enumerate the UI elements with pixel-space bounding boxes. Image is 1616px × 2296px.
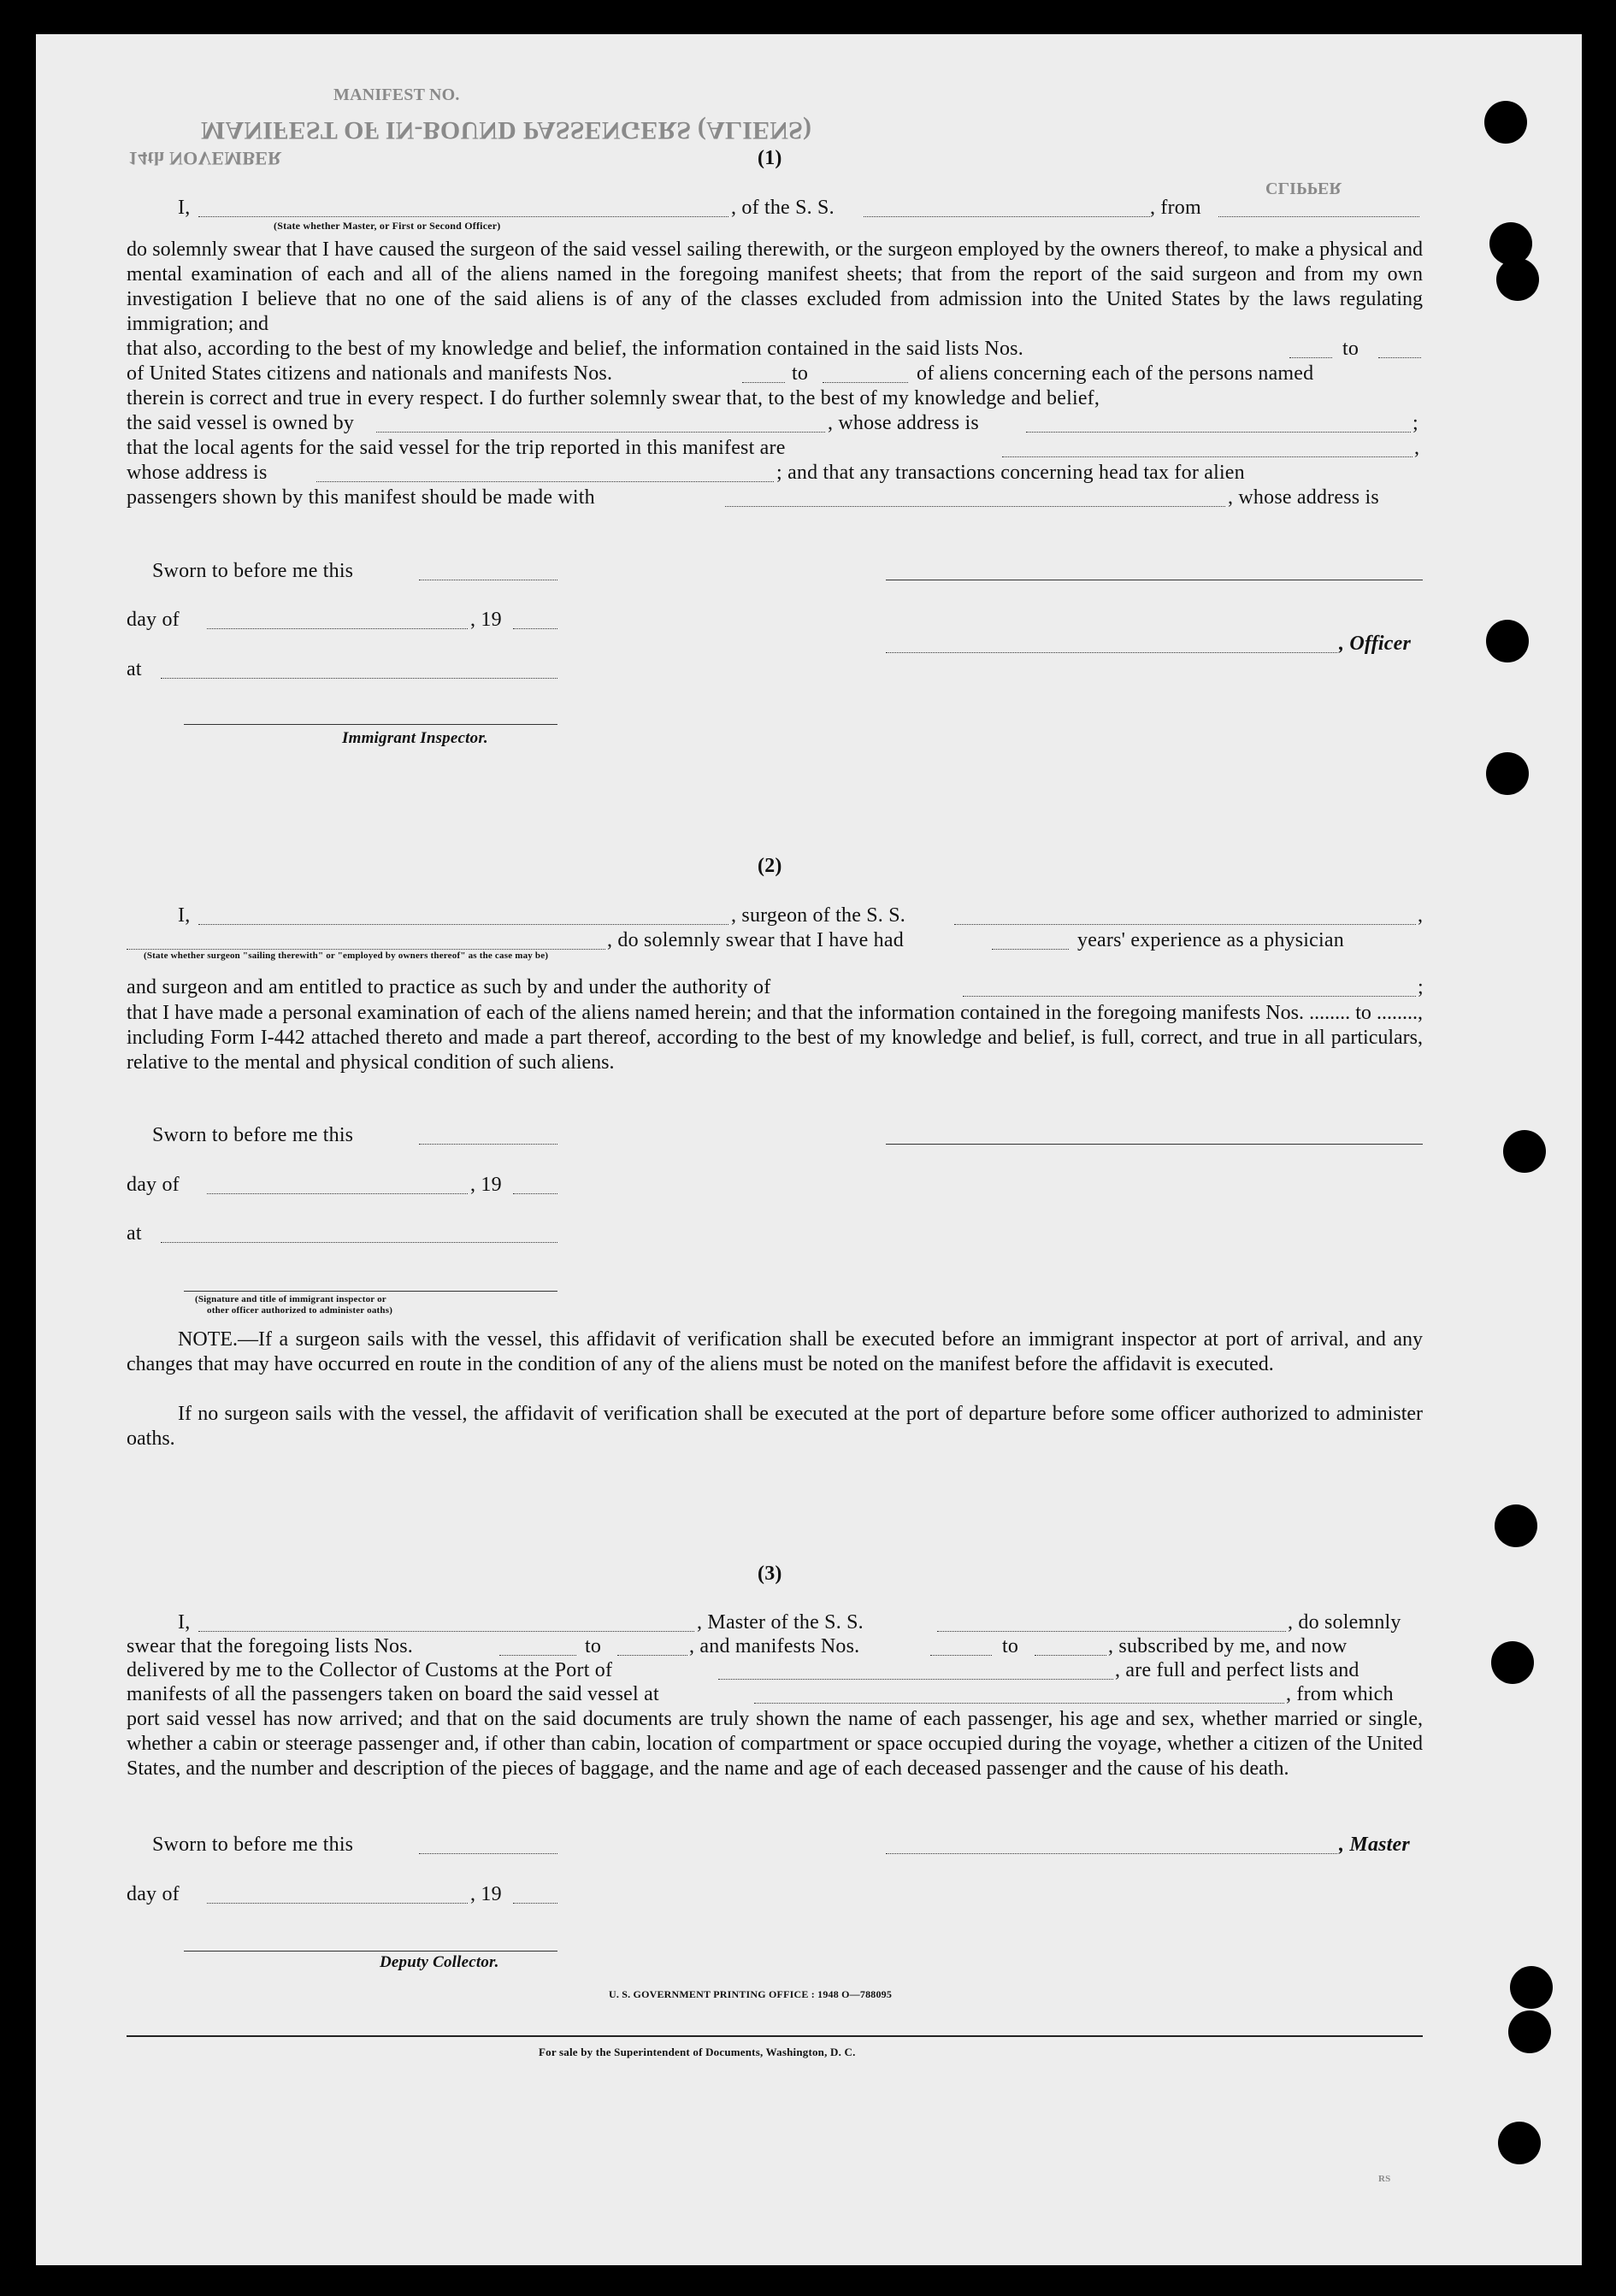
s1-officer-title-line[interactable] [886,652,1337,653]
s1-list-from[interactable] [1289,357,1332,358]
s2-note-2: If no surgeon sails with the vessel, the affidavit of verification shall be executed at the port of departure before some officer authorized to administer oaths. [127,1403,1423,1450]
s2-l1end: ; [1418,976,1424,998]
punch-hole [1486,620,1529,662]
s3-l3a: manifests of all the passengers taken on board the said vessel at [127,1683,659,1705]
s1-l3: therein is correct and true in every respect. I do further solemnly swear that, to the best of my knowledge and belief, [127,387,1100,409]
s2-year-field[interactable] [513,1193,557,1194]
punch-hole [1495,1504,1537,1547]
s1-l4b: , whose address is [828,412,979,434]
punch-hole [1496,258,1539,301]
footer-rule [127,2035,1423,2037]
s1-l1b: to [1342,338,1359,360]
punch-hole [1510,1966,1553,2009]
s1-l1a: that also, according to the best of my knowledge and belief, the information contained in the said lists Nos. [127,338,1023,360]
s2-sig-note-2: other officer authorized to administer oaths) [207,1305,393,1316]
s2-sworn: Sworn to before me this [152,1124,354,1146]
s1-of-ss: , of the S. S. [731,197,835,219]
s1-body: do solemnly swear that I have caused the surgeon of the said vessel sailing therewith, or the surgeon employed by the owners thereof, to make a physical and mental examination of each and all of the aliens named in the foregoing manifest sheets; that from the report of the said surgeon and from my own investigation I believe that no one of the said aliens is of any of the classes excluded from admission into the United States by the laws regulating immigration; and [127,238,1423,335]
s1-l2a: of United States citizens and nationals and manifests Nos. [127,362,613,385]
punch-hole [1508,2010,1551,2053]
s3-collector-signature-line[interactable] [184,1951,557,1952]
s2-authority-field[interactable] [963,996,1416,997]
s2-note-1: NOTE.—If a surgeon sails with the vessel, this affidavit of verification shall be executed before an immigrant inspector at port of arrival, and any changes that may have occurred en route in the condition of any of the aliens must be noted on the manifest before the affidavit is executed. [127,1328,1423,1375]
s2-years-field[interactable] [992,949,1069,950]
s1-state-note: (State whether Master, or First or Second Officer) [274,220,501,232]
s1-l6a: whose address is [127,462,268,484]
s3-deputy-label: Deputy Collector. [380,1953,499,1971]
s2-sig-note-1: (Signature and title of immigrant inspector or [195,1294,386,1304]
s2-body: that I have made a personal examination of each of the aliens named herein; and that the information contained in the foregoing manifests Nos. ........ to ........, including Form I-442 attached thereto and made a part thereof, according to the best of my knowledge and belief, is full, correct, and true in all particulars, relative to the mental and physical condition of such aliens. [127,1002,1423,1074]
s1-l5b: , [1414,437,1420,459]
s1-day-field[interactable] [207,628,468,629]
s3-l2a: delivered by me to the Collector of Customs at the Port of [127,1659,613,1681]
s3-l1e: , subscribed by me, and now [1108,1635,1348,1657]
s2-nineteen: , 19 [470,1174,502,1196]
s2-swear: , do solemnly swear that I have had [607,929,904,951]
faded-date: 14th NOVEMBER [128,148,282,169]
s3-l1d: to [1002,1635,1019,1657]
s1-year-field[interactable] [513,628,557,629]
s2-surgeon-status-field[interactable] [127,949,605,950]
s3-body: port said vessel has now arrived; and that on the said documents are truly shown the name of each passenger, his age and sex, whether married or single, whether a cabin or steerage passenger and, if other than cabin, location of compartment or space occupied during the voyage, whether a citizen of the United States, and the number and description of the pieces of baggage, and the name and age of each deceased passenger and the cause of his death. [127,1708,1423,1780]
section-1-number: (1) [758,147,782,169]
s3-l1c: , and manifests Nos. [689,1635,860,1657]
s1-list-to[interactable] [1378,357,1421,358]
faded-manifest-title: MANIFEST OF IN-BOUND PASSENGERS (ALIENS) [201,116,812,144]
punch-hole [1484,101,1527,144]
s2-surgeon-of: , surgeon of the S. S. [731,904,905,927]
punch-hole [1498,2122,1541,2164]
s1-nineteen: , 19 [470,609,502,631]
s3-manifest-to[interactable] [1035,1655,1106,1656]
s3-i: I, [178,1611,191,1634]
punch-hole [1486,752,1529,795]
s3-boarding-port-field[interactable] [754,1703,1284,1704]
s1-inspector-label: Immigrant Inspector. [342,729,488,747]
s1-sworn: Sworn to before me this [152,560,354,582]
section-2-number: (2) [758,855,782,877]
s1-l7a: passengers shown by this manifest should be made with [127,486,595,509]
s2-i: I, [178,904,191,927]
s3-list-from[interactable] [499,1655,576,1656]
s1-inspector-signature-line[interactable] [184,724,557,725]
s2-day-of: day of [127,1174,180,1196]
s1-l5a: that the local agents for the said vessel for the trip reported in this manifest are [127,437,786,459]
s3-master-label: , Master [1339,1834,1410,1856]
s3-port-field[interactable] [718,1679,1113,1680]
s3-list-to[interactable] [617,1655,687,1656]
punch-hole [1503,1130,1546,1173]
s1-officer-name-field[interactable] [198,216,728,217]
sale-notice: For sale by the Superintendent of Documents, Washington, D. C. [539,2046,856,2058]
s3-master-name-field[interactable] [198,1631,694,1632]
s1-from-field[interactable] [1218,216,1419,217]
s3-l1a: swear that the foregoing lists Nos. [127,1635,413,1657]
s1-i: I, [178,197,191,219]
s1-from: , from [1150,197,1201,219]
s3-day-of: day of [127,1883,180,1905]
s1-l4a: the said vessel is owned by [127,412,355,434]
s3-master-signature-line[interactable] [886,1853,1337,1854]
s1-from-stamp: CLIPPER [1265,179,1342,197]
s3-l1b: to [585,1635,602,1657]
s2-l1: and surgeon and am entitled to practice as such by and under the authority of [127,976,771,998]
s3-master-of: , Master of the S. S. [697,1611,864,1634]
s1-vessel-field[interactable] [864,216,1150,217]
section-3-number: (3) [758,1563,782,1585]
faded-manifest-no: MANIFEST NO. [333,85,460,104]
printing-office-imprint: U. S. GOVERNMENT PRINTING OFFICE : 1948 O—788095 [609,1988,893,2000]
s2-comma: , [1418,904,1424,927]
s2-vessel-field[interactable] [954,924,1416,925]
s1-agents-field[interactable] [1002,456,1413,457]
s2-day-field[interactable] [207,1193,468,1194]
s3-sworn-field[interactable] [419,1853,557,1854]
s1-agents-address-field[interactable] [316,481,774,482]
s3-sworn: Sworn to before me this [152,1834,354,1856]
s3-day-field[interactable] [207,1903,468,1904]
s1-officer-label: , Officer [1339,633,1411,655]
s2-at: at [127,1222,142,1245]
s3-l3b: , from which [1286,1683,1394,1705]
s2-state-note: (State whether surgeon "sailing therewith" or "employed by owners thereof" as the case may be) [144,951,549,961]
s2-inspector-signature-line[interactable] [184,1291,557,1292]
corner-mark: RS [1378,2174,1391,2184]
s1-owner-address-field[interactable] [1026,432,1411,433]
s3-vessel-field[interactable] [937,1631,1286,1632]
s3-l2b: , are full and perfect lists and [1115,1659,1359,1681]
s3-year-field[interactable] [513,1903,557,1904]
s1-day-of: day of [127,609,180,631]
s1-manifest-to[interactable] [823,382,908,383]
s1-l7b: , whose address is [1228,486,1379,509]
s1-manifest-from[interactable] [742,382,785,383]
s2-surgeon-signature-line[interactable] [886,1144,1423,1145]
s1-headtax-field[interactable] [725,506,1225,507]
s2-years: years' experience as a physician [1077,929,1344,951]
s1-at: at [127,658,142,680]
s1-at-field[interactable] [161,678,557,679]
s1-l2b: to [792,362,809,385]
s3-nineteen: , 19 [470,1883,502,1905]
s1-l6b: ; and that any transactions concerning head tax for alien [776,462,1245,484]
s3-solemnly: , do solemnly [1288,1611,1401,1634]
s2-surgeon-name-field[interactable] [198,924,728,925]
s2-sworn-field[interactable] [419,1144,557,1145]
s1-l4c: ; [1413,412,1418,434]
s1-owner-field[interactable] [376,432,825,433]
s3-manifest-from[interactable] [930,1655,992,1656]
s1-l2c: of aliens concerning each of the persons named [917,362,1314,385]
punch-hole [1491,1641,1534,1684]
s2-at-field[interactable] [161,1242,557,1243]
